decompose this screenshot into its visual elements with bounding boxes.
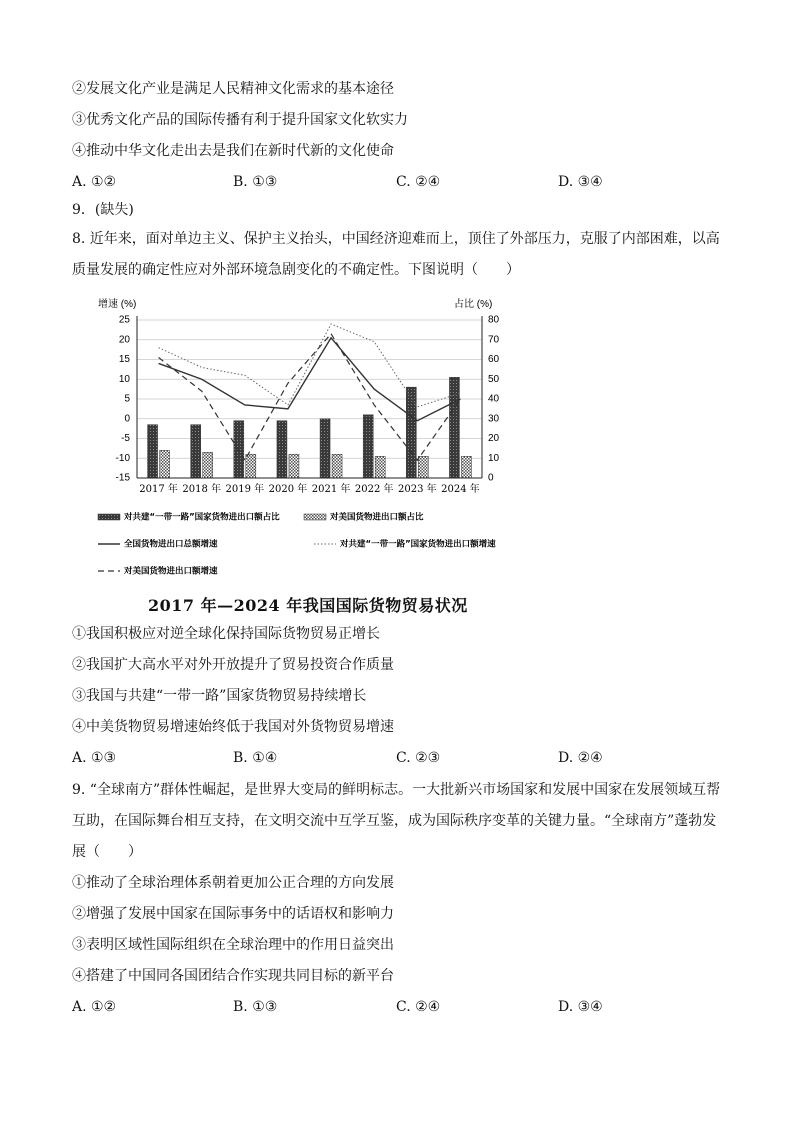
- bar-belt-road-share: [449, 377, 459, 478]
- chart-axes: [137, 316, 482, 478]
- bar-belt-road-share: [277, 421, 287, 478]
- legend-swatch-us-share: [304, 514, 326, 520]
- chart-title: 2017 年—2024 年我国国际货物贸易状况: [148, 596, 468, 615]
- chart-legend: [98, 512, 496, 577]
- bar-us-share: [461, 456, 471, 478]
- q7-options: [72, 173, 722, 191]
- q8-option-c: C. ②③: [396, 750, 441, 766]
- q9-option-c: C. ②④: [396, 999, 441, 1015]
- q9-stem: 9. “全球南方”群体性崛起，是世界大变局的鲜明标志。一大批新兴市场国家和发展中国家在发展领域互帮互助，在国际舞台相互支持，在文明交流中互学互鉴，成为国际秩序变革的关键力量。“全球南方”蓬勃发展（ ）: [72, 782, 721, 860]
- legend-label-belt-road-growth: 对共建“一带一路”国家货物进出口额增速: [340, 539, 496, 550]
- bar-us-share: [203, 452, 213, 478]
- q8-option-b: B. ①④: [233, 750, 278, 766]
- left-tick-label: -15: [115, 472, 130, 484]
- x-tick-label: 2019 年: [225, 484, 265, 495]
- right-tick-label: 0: [488, 472, 494, 484]
- q9-item-3: ③表明区域性国际组织在全球治理中的作用日益突出: [72, 937, 394, 953]
- legend-swatch-belt-road-share: [98, 514, 120, 520]
- x-tick-label: 2021 年: [311, 484, 351, 495]
- bar-us-share: [160, 450, 170, 478]
- legend-label-us-share: 对美国货物进出口额占比: [330, 512, 424, 523]
- q7-item-2: ②发展文化产业是满足人民精神文化需求的基本途径: [72, 81, 394, 97]
- bar-belt-road-share: [406, 387, 416, 478]
- right-tick-label: 70: [488, 334, 500, 346]
- bar-belt-road-share: [191, 425, 201, 478]
- q8-item-2: ②我国扩大高水平对外开放提升了贸易投资合作质量: [72, 657, 394, 673]
- bar-belt-road-share: [148, 425, 158, 478]
- left-tick-label: -5: [121, 433, 130, 445]
- bar-belt-road-share: [234, 421, 244, 478]
- right-tick-label: 20: [488, 433, 500, 445]
- q8-item-3: ③我国与共建“一带一路”国家货物贸易持续增长: [72, 688, 367, 704]
- bar-us-share: [375, 456, 385, 478]
- left-axis-label: 增速 (%): [98, 299, 137, 310]
- left-tick-label: 5: [124, 393, 130, 405]
- left-tick-label: 10: [118, 373, 130, 385]
- chart-grid: [137, 320, 482, 458]
- right-tick-label: 40: [488, 393, 500, 405]
- q8-option-d: D. ②④: [558, 750, 603, 766]
- q9-option-d: D. ③④: [558, 999, 603, 1015]
- left-tick-label: 20: [118, 334, 130, 346]
- q9-item-4: ④搭建了中国同各国团结合作实现共同目标的新平台: [72, 968, 394, 984]
- q9-options: [72, 998, 722, 1016]
- legend-label-total-growth: 全国货物进出口总额增速: [124, 539, 218, 550]
- q8-options: [72, 749, 722, 767]
- x-tick-label: 2018 年: [182, 484, 222, 495]
- legend-label-us-growth: 对美国货物进出口额增速: [124, 566, 218, 577]
- bar-us-share: [289, 454, 299, 478]
- q7-option-a: A. ①②: [72, 174, 117, 190]
- q8-item-1: ①我国积极应对逆全球化保持国际货物贸易正增长: [72, 626, 380, 642]
- left-tick-label: 15: [118, 354, 130, 366]
- bar-us-share: [332, 454, 342, 478]
- q9-option-a: A. ①②: [72, 999, 117, 1015]
- bar-belt-road-share: [363, 415, 373, 478]
- right-axis-label: 占比 (%): [454, 299, 493, 310]
- left-tick-label: 0: [124, 413, 130, 425]
- left-tick-label: -10: [115, 452, 130, 464]
- q9-option-b: B. ①③: [233, 999, 278, 1015]
- x-tick-label: 2020 年: [268, 484, 308, 495]
- x-tick-label: 2024 年: [441, 484, 480, 495]
- q7-item-3: ③优秀文化产品的国际传播有利于提升国家文化软实力: [72, 112, 408, 128]
- trade-chart: [90, 290, 520, 582]
- bar-us-share: [418, 456, 428, 478]
- chart-ticks: [116, 315, 500, 495]
- right-tick-label: 30: [488, 413, 500, 425]
- left-tick-label: 25: [118, 314, 130, 326]
- q8-option-a: A. ①③: [72, 750, 117, 766]
- right-tick-label: 80: [488, 314, 500, 326]
- q9-item-2: ②增强了发展中国家在国际事务中的话语权和影响力: [72, 906, 394, 922]
- q9-item-1: ①推动了全球治理体系朝着更加公正合理的方向发展: [72, 875, 394, 891]
- bar-belt-road-share: [320, 419, 330, 478]
- right-tick-label: 60: [488, 354, 500, 366]
- q7-option-d: D. ③④: [558, 174, 603, 190]
- x-tick-label: 2022 年: [354, 484, 394, 495]
- q7-option-c: C. ②④: [396, 174, 441, 190]
- right-tick-label: 50: [488, 373, 500, 385]
- legend-label-belt-road-share: 对共建“一带一路”国家货物进出口额占比: [124, 512, 280, 523]
- right-tick-label: 10: [488, 452, 500, 464]
- q8-item-4: ④中美货物贸易增速始终低于我国对外货物贸易增速: [72, 719, 394, 735]
- q8-stem: 8. 近年来，面对单边主义、保护主义抬头，中国经济迎难而上，顶住了外部压力，克服了内部困难，以高质量发展的确定性应对外部环境急剧变化的不确定性。下图说明（ ）: [72, 231, 720, 278]
- missing-note: 9．(缺失): [72, 202, 134, 218]
- bar-us-share: [246, 454, 256, 478]
- x-tick-label: 2017 年: [139, 484, 178, 495]
- q7-option-b: B. ①③: [233, 174, 278, 190]
- chart-bars: [148, 377, 472, 478]
- x-tick-label: 2023 年: [397, 484, 437, 495]
- q7-item-4: ④推动中华文化走出去是我们在新时代新的文化使命: [72, 143, 394, 159]
